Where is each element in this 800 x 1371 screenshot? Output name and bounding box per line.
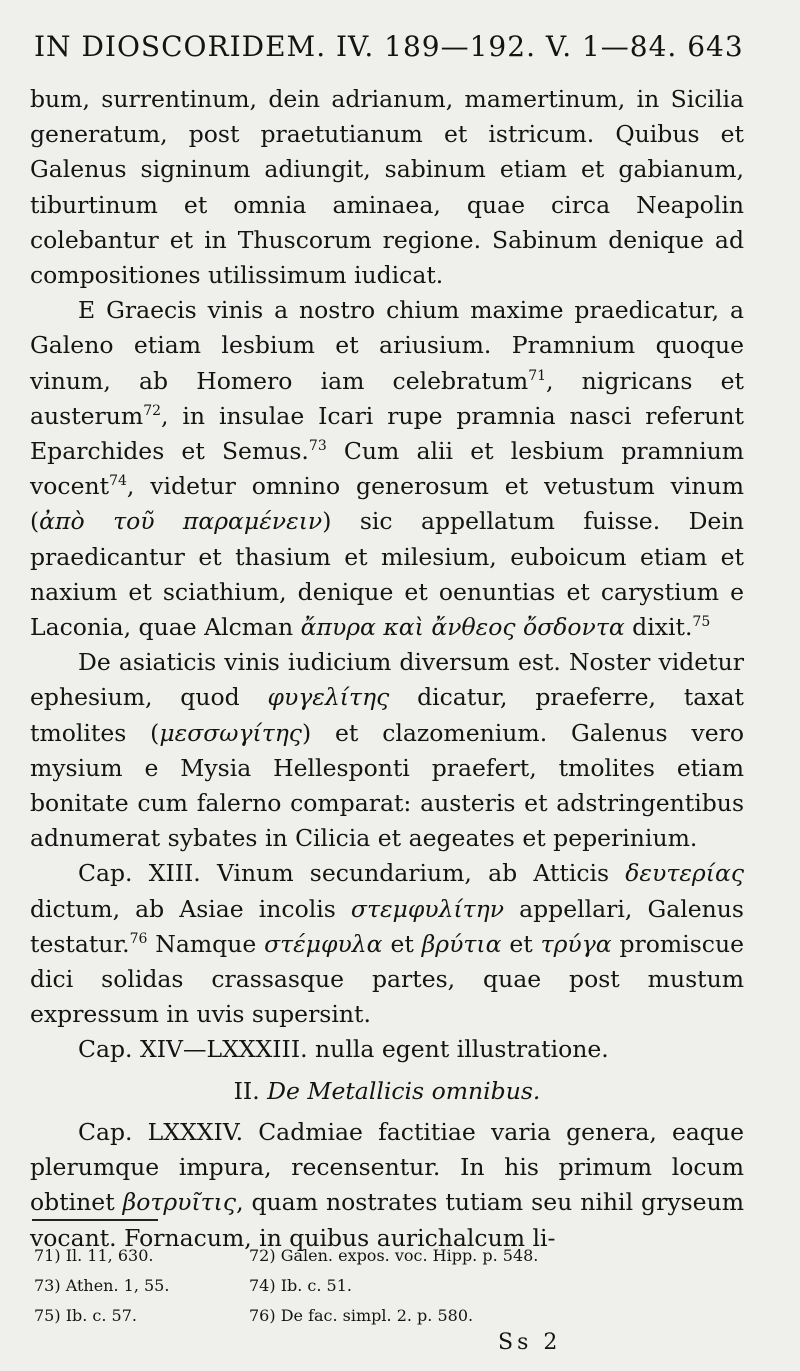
footnote-ref: 73 [308, 438, 327, 455]
text-run: dixit. [624, 613, 693, 642]
footnote: 71) Il. 11, 630. [34, 1246, 154, 1265]
text-run: Cap. LXXXIV. Cadmiae factitiae varia genera, eaque plerumque impura, recensentur. In his primum locum obtinet [30, 1117, 744, 1217]
running-header: IN DIOSCORIDEM. IV. 189—192. V. 1—84. 643 [34, 30, 744, 63]
footnote: 74) Ib. c. 51. [249, 1276, 352, 1295]
paragraph [30, 1115, 744, 1256]
signature-mark: Ss 2 [498, 1330, 562, 1355]
text-run: dicatur, praeferre, taxat tmolites ( [30, 683, 744, 747]
footnote-ref: 71 [528, 367, 547, 384]
greek-text: ἀπὸ τοῦ παραμένειν [39, 507, 323, 536]
greek-text: τρύγα [540, 929, 612, 958]
paragraph [30, 856, 744, 1032]
footnote-rule [32, 1219, 158, 1221]
text-run: Cap. XIII. Vinum secundarium, ab Atticis [78, 859, 626, 888]
footnote-ref: 76 [129, 931, 148, 948]
text-run: Namque [147, 929, 265, 958]
paragraph [30, 1032, 744, 1067]
greek-text: ἄπυρα καὶ ἄνθεος ὄσδοντα [300, 613, 625, 642]
section-title: De Metallicis omnibus. [267, 1076, 541, 1105]
section-heading [30, 1068, 744, 1115]
text-run: ) et clazomenium. Galenus vero mysium e Mysia Hellesponti praefert, tmolites etiam bonitate cum falerno comparat: austeris et adstringentibus adnumerat sybates in Cilicia et aegeates et peperinium. [30, 718, 744, 853]
greek-text: δευτερίας [625, 859, 744, 888]
footnote-ref: 72 [143, 403, 162, 419]
paragraph [30, 293, 744, 645]
footnote: 75) Ib. c. 57. [34, 1306, 137, 1325]
text-run: appellari, Galenus testatur. [30, 894, 744, 958]
text-run: Cum alii et lesbium pramnium vocent [30, 437, 745, 501]
text-run: bum, surrentinum, dein adrianum, mamertinum, in Sicilia generatum, post praetutianum et istricum. Quibus et Galenus signinum adiungit, sabinum etiam et gabianum, tiburtinum et omnia aminaea, quae circa Neapolin colebantur et in Thuscorum regione. Sabinum denique ad compositiones utilissimum iudicat. [30, 85, 744, 290]
greek-text: στεμφυλίτην [350, 894, 505, 923]
text-run: Cap. XIV—LXXXIII. nulla egent illustratione. [78, 1035, 609, 1064]
text-run: , quam nostrates tutiam seu nihil gryseum vocant. Fornacum, in quibus aurichalcum li- [30, 1188, 744, 1252]
footnote-row [34, 1271, 634, 1301]
footnote-row [34, 1301, 634, 1331]
footnote-row [34, 1241, 634, 1271]
text-run: ) sic appellatum fuisse. Dein praedicantur et thasium et milesium, euboicum etiam et naxium et sciathium, denique et oenuntias et carystium e Laconia, quae Alcman [30, 507, 744, 642]
paragraph [30, 82, 744, 293]
footnote: 76) De fac. simpl. 2. p. 580. [249, 1306, 474, 1325]
text-run: , in insulae Icari rupe pramnia nasci referunt Eparchides et Semus. [30, 401, 744, 466]
text-run: , videtur omnino generosum et vetustum vinum ( [30, 472, 744, 536]
text-run: et [382, 929, 422, 958]
footnote: 73) Athen. 1, 55. [34, 1276, 170, 1295]
text-run: , nigricans et austerum [30, 366, 744, 430]
body-text [30, 82, 744, 1256]
greek-text: φυγελίτης [267, 683, 390, 712]
greek-text: στέμφυλα [264, 929, 383, 958]
paragraph [30, 645, 744, 856]
footnotes [34, 1241, 634, 1331]
text-run: et [501, 929, 541, 958]
text-run: De asiaticis vinis iudicium diversum est. Noster videtur ephesium, quod [30, 648, 744, 712]
greek-text: βοτρυῖτις [122, 1188, 237, 1217]
footnote-ref: 74 [109, 473, 127, 490]
section-number: II. [233, 1076, 260, 1105]
text-run: dictum, ab Asiae incolis [30, 894, 351, 923]
greek-text: μεσσωγίτης [159, 718, 302, 747]
text-run: E Graecis vinis a nostro chium maxime praedicatur, a Galeno etiam lesbium et ariusium. Pramnium quoque vinum, ab Homero iam celebratum [30, 296, 744, 395]
footnote: 72) Galen. expos. voc. Hipp. p. 548. [249, 1246, 539, 1265]
greek-text: βρύτια [421, 929, 502, 958]
footnote-ref: 75 [692, 614, 711, 631]
text-run: promiscue dici solidas crassasque partes, quae post mustum expressum in uvis supersint. [30, 929, 744, 1029]
